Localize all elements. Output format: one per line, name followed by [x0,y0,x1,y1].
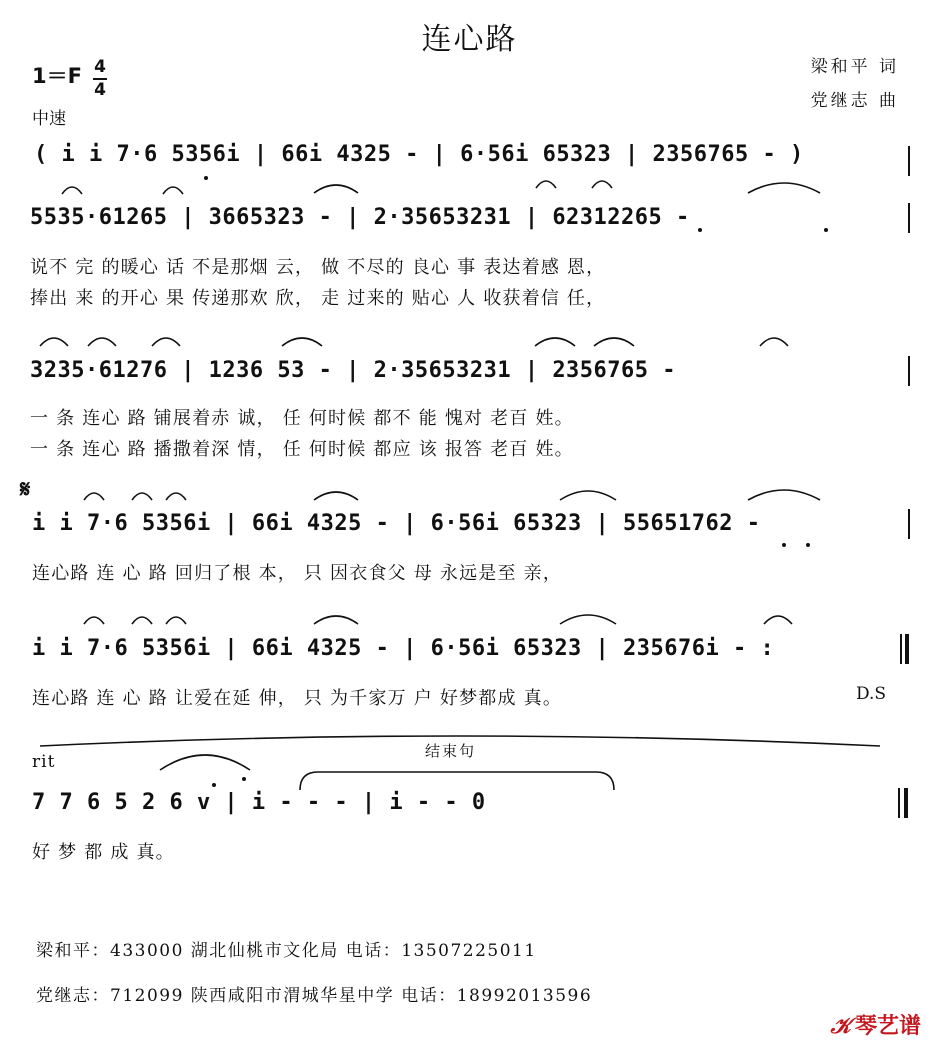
notation-row-4: i i 7·6 5356i | 66i 4325 - | 6·56i 65323 | 55651762 - [32,511,761,536]
repeat-barline-thick [905,634,909,664]
ending-label: 结束句 [425,742,477,760]
notation-row-5: i i 7·6 5356i | 66i 4325 - | 6·56i 65323 | 235676i - : [32,636,775,661]
tempo-marking: 中速 [32,109,66,129]
lyric-row-2-verse-2: 捧出 来 的开心 果 传递那欢 欣， 走 过来的 贴心 人 收获着信 任， [30,288,606,309]
footer-lyricist-contact: 梁和平：433000 湖北仙桃市文化局 电话：13507225011 [36,941,537,961]
lyric-row-3-verse-2: 一 条 连心 路 播撒着深 情， 任 何时候 都应 该 报答 老百 姓。 [30,439,574,460]
notation-row-1: ( i i 7·6 5356i | 66i 4325 - | 6·56i 65323 | 2356765 - ) [34,142,804,167]
ritardando-mark: rit [32,752,56,772]
logo-text: 琴艺谱 [854,1014,921,1039]
time-signature-bottom: 4 [94,80,106,100]
segno-sign: 𝄋 [20,474,31,503]
barline [908,146,910,176]
logo-icon: 𝒦 [830,1014,851,1039]
final-barline-thick [904,788,908,818]
final-barline [898,788,900,818]
notation-row-6: 7 7 6 5 2 6 v | i - - - | i - - 0 [32,790,486,815]
barline [908,203,910,233]
lyric-row-6: 好 梦 都 成 真。 [32,842,175,863]
lyric-row-3-verse-1: 一 条 连心 路 铺展着赤 诚， 任 何时候 都不 能 愧对 老百 姓。 [30,408,574,429]
lyric-row-2-verse-1: 说不 完 的暖心 话 不是那烟 云， 做 不尽的 良心 事 表达着感 恩， [30,257,606,278]
time-signature-top: 4 [94,57,106,77]
lyric-row-4: 连心路 连 心 路 回归了根 本， 只 因衣食父 母 永远是至 亲， [32,563,563,584]
lyric-row-5: 连心路 连 心 路 让爱在延 伸， 只 为千家万 户 好梦都成 真。 [32,688,563,709]
time-signature [93,58,107,100]
site-logo [831,1009,921,1040]
key-signature: 1＝F [32,64,82,88]
barline [908,509,910,539]
footer-composer-contact: 党继志：712099 陕西咸阳市渭城华星中学 电话：18992013596 [36,986,593,1006]
song-title: 连心路 [421,22,518,57]
barline [908,356,910,386]
repeat-barline [900,634,902,664]
composer-credit: 党继志 曲 [810,91,899,111]
notation-row-3: 3235·61276 | 1236 53 - | 2·35653231 | 2356765 - [30,358,677,383]
dal-segno-mark: D.S [856,684,887,704]
notation-row-2: 5535·61265 | 3665323 - | 2·35653231 | 62312265 - [30,205,690,230]
lyricist-credit: 梁和平 词 [810,57,899,77]
